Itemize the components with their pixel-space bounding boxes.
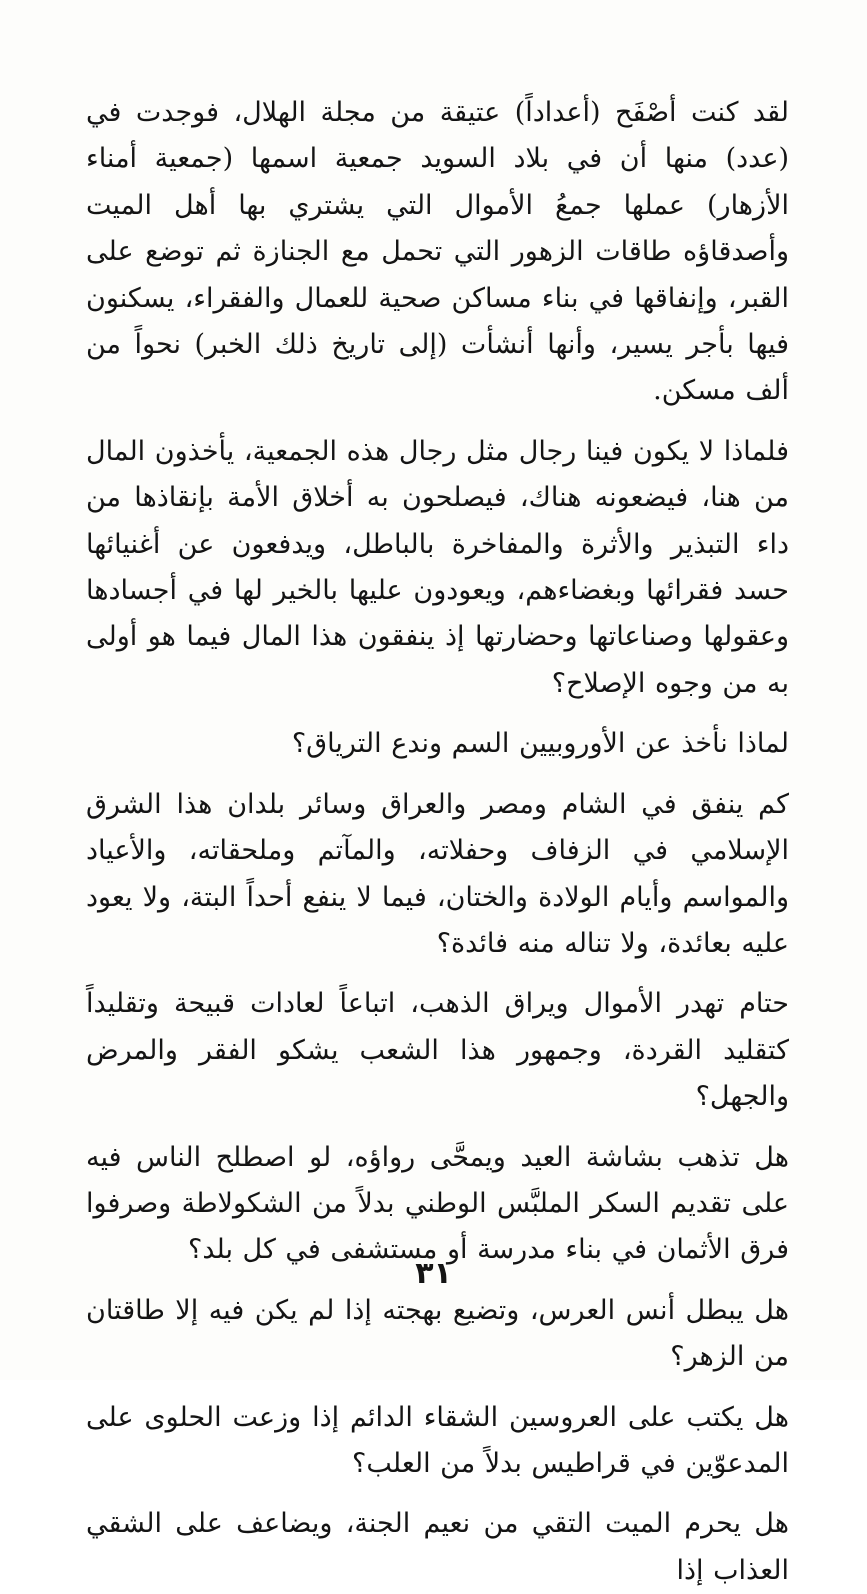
page-body-text xyxy=(86,90,789,1594)
paragraph-8: هل يكتب على العروسين الشقاء الدائم إذا وزعت الحلوى على المدعوّين في قراطيس بدلاً من العلب؟ xyxy=(86,1401,789,1479)
paragraph-2: فلماذا لا يكون فينا رجال مثل رجال هذه الجمعية، يأخذون المال من هنا، فيضعونه هناك، فيصلحون به أخلاق الأمة بإنقاذها من داء التبذير والأثرة والمفاخرة بالباطل، ويدفعون عن أغنيائها حسد فقرائها وبغضاءهم، ويعودون عليها بالخير لها في أجسادها وعقولها وصناعاتها وحضارتها إذ ينفقون هذا المال فيما هو أولى به من وجوه الإصلاح؟ xyxy=(86,435,789,699)
paragraph-6: هل تذهب بشاشة العيد ويمحَّى رواؤه، لو اصطلح الناس فيه على تقديم السكر الملبَّس الوطني بدلاً من الشكولاطة وصرفوا فرق الأثمان في بناء مدرسة أو مستشفى في كل بلد؟ xyxy=(86,1141,789,1266)
paragraph-7: هل يبطل أنس العرس، وتضيع بهجته إذا لم يكن فيه إلا طاقتان من الزهر؟ xyxy=(86,1294,789,1373)
paragraph-9: هل يحرم الميت التقي من نعيم الجنة، ويضاعف على الشقي العذاب إذا xyxy=(86,1508,789,1586)
paragraph-4: كم ينفق في الشام ومصر والعراق وسائر بلدان هذا الشرق الإسلامي في الزفاف وحفلاته، والمآتم وملحقاته، والأعياد والمواسم وأيام الولادة والختان، فيما لا ينفع أحداً البتة، ولا يعود عليه بعائدة، ولا تناله منه فائدة؟ xyxy=(86,788,789,959)
paragraph-5: حتام تهدر الأموال ويراق الذهب، اتباعاً لعادات قبيحة وتقليداً كتقليد القردة، وجمهور هذا الشعب يشكو الفقر والمرض والجهل؟ xyxy=(86,988,789,1113)
paragraph-1: لقد كنت أصْفَح (أعداداً) عتيقة من مجلة الهلال، فوجدت في (عدد) منها أن في بلاد السويد جمعية اسمها (جمعية أمناء الأزهار) عملها جمعُ الأموال التي يشتري بها أهل الميت وأصدقاؤه طاقات الزهور التي تحمل مع الجنازة ثم توضع على القبر، وإنفاقها في بناء مساكن صحية للعمال والفقراء، يسكنون فيها بأجر يسير، وأنها أنشأت (إلى تاريخ ذلك الخبر) نحواً من ألف مسكن. xyxy=(86,97,789,407)
paragraph-3: لماذا نأخذ عن الأوروبيين السم وندع الترياق؟ xyxy=(291,728,789,760)
page-number: ٣١ xyxy=(415,1256,452,1291)
